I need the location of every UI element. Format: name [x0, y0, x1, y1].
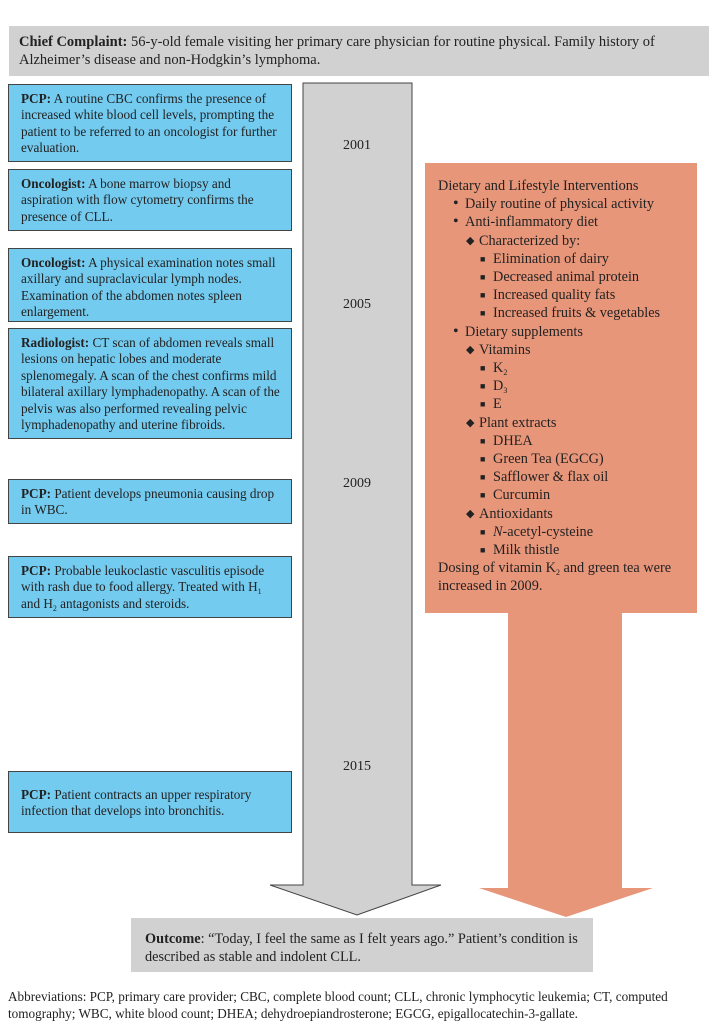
bullet-diamond-icon: ◆ — [466, 343, 475, 356]
year-label: 2001 — [343, 138, 371, 153]
subscript: 2 — [52, 603, 57, 613]
event-box-1 — [8, 84, 292, 162]
outcome-box — [131, 918, 593, 972]
bullet-square-icon: ■ — [480, 490, 486, 501]
event-role: PCP: — [21, 91, 52, 106]
bullet-diamond-icon: ◆ — [466, 507, 475, 520]
list-item: ◆ Vitamins — [466, 341, 531, 358]
bullet-square-icon: ■ — [480, 545, 486, 556]
interventions-title: Dietary and Lifestyle Interventions — [438, 178, 639, 194]
year-label: 2009 — [343, 476, 371, 491]
timeline-arrow — [270, 83, 441, 915]
event-text: Patient develops pneumonia causing drop in WBC. — [21, 486, 275, 518]
bullet-square-icon: ■ — [480, 290, 486, 301]
event-text: A bone marrow biopsy and aspiration with flow cytometry confirms the presence of CLL. — [21, 176, 254, 224]
list-item: ◆ Plant extracts — [466, 414, 557, 431]
bullet-square-icon: ■ — [480, 272, 486, 283]
bullet-square-icon: ■ — [480, 526, 486, 537]
list-item: ■ Curcumin — [480, 487, 551, 504]
event-box-6 — [8, 556, 292, 618]
abbreviations-footnote: Abbreviations: PCP, primary care provider; CBC, complete blood count; CLL, chronic lymphocytic leukemia; CT, computed tomography; WBC, white blood count; DHEA; dehydroepiandrosterone; EGCG, epigallocatechin-3-gallate. — [8, 989, 668, 1021]
subscript: 1 — [257, 587, 262, 597]
bullet-diamond-icon: ◆ — [466, 234, 475, 247]
list-item: ■ Elimination of dairy — [480, 250, 609, 267]
list-item: ■ $K_2$ — [480, 360, 508, 378]
list-item: ■ N-acetyl-cysteine — [480, 523, 594, 540]
event-text: antagonists and steroids. — [56, 595, 190, 611]
bullet-square-icon: ■ — [480, 399, 486, 410]
event-box-5 — [8, 479, 292, 524]
list-item: ■ E — [480, 396, 502, 413]
event-text: Probable leukoclastic vasculitis episode with rash due to food allergy. Treated with H — [21, 563, 265, 595]
bullet-square-icon: ■ — [480, 308, 486, 319]
event-role: Radiologist: — [21, 335, 90, 350]
outcome-label: Outcome — [145, 931, 201, 947]
chief-complaint-text: 56-y-old female visiting her primary care physician for routine physical. Family history of Alzheimer’s disease and non-Hodgkin’s lymphoma. — [19, 34, 655, 68]
interventions-panel — [425, 163, 697, 603]
list-item: ■ $D_3$ — [480, 378, 508, 396]
list-item: ■ Green Tea (EGCG) — [480, 451, 604, 468]
list-item: ■ Increased quality fats — [480, 287, 616, 304]
bullet-square-icon: ■ — [480, 454, 486, 465]
chief-complaint-label: Chief Complaint: — [19, 34, 128, 50]
list-item: ■ Increased fruits & vegetables — [480, 305, 661, 322]
bullet-dot-icon: • — [453, 213, 459, 231]
list-item: • Anti-inflammatory diet — [453, 213, 599, 231]
list-item: ■ Safflower & flax oil — [480, 469, 609, 486]
list-item: ■ Decreased animal protein — [480, 269, 640, 286]
interventions-note: Dosing of vitamin $K_2$ and green tea were increased in 2009. — [438, 560, 672, 595]
bullet-dot-icon: • — [453, 322, 459, 340]
event-role: Oncologist: — [21, 176, 86, 191]
year-label: 2015 — [343, 759, 371, 774]
event-text: Patient contracts an upper respiratory infection that develops into bronchitis. — [21, 787, 252, 819]
event-box-2 — [8, 169, 292, 231]
chief-complaint-box — [9, 26, 709, 76]
event-box-3 — [8, 248, 292, 322]
event-text: and H — [21, 595, 53, 611]
list-item: • Dietary supplements — [453, 322, 583, 340]
bullet-square-icon: ■ — [480, 381, 486, 392]
list-item: • Daily routine of physical activity — [453, 195, 654, 213]
event-role: PCP: — [21, 787, 52, 802]
list-item: ■ Milk thistle — [480, 542, 560, 559]
event-box-7 — [8, 771, 292, 833]
bullet-square-icon: ■ — [480, 363, 486, 374]
bullet-square-icon: ■ — [480, 253, 486, 264]
event-text: A physical examination notes small axillary and supraclavicular lymph nodes. Examination of the abdomen notes spleen enlargement. — [21, 255, 276, 320]
list-item: ◆ Antioxidants — [466, 505, 553, 522]
event-role: PCP: — [21, 563, 52, 578]
list-item: ◆ Characterized by: — [466, 232, 581, 249]
year-label: 2005 — [343, 297, 371, 312]
event-text: A routine CBC confirms the presence of increased white blood cell levels, prompting the patient to be referred to an oncologist for further evaluation. — [21, 91, 277, 156]
outcome-text: : “Today, I feel the same as I felt years ago.” Patient’s condition is described as stable and indolent CLL. — [145, 931, 578, 965]
bullet-diamond-icon: ◆ — [466, 416, 475, 429]
bullet-square-icon: ■ — [480, 472, 486, 483]
bullet-dot-icon: • — [453, 195, 459, 213]
bullet-square-icon: ■ — [480, 435, 486, 446]
list-item: ■ DHEA — [480, 432, 533, 449]
event-text: CT scan of abdomen reveals small lesions on hepatic lobes and moderate splenomegaly. A scan of the chest confirms mild bilateral axillary lymphadenopathy. A scan of the pelvis was also performed revealing pelvic lymphadenopathy and uterine fibroids. — [21, 335, 280, 433]
event-role: Oncologist: — [21, 255, 86, 270]
event-box-4 — [8, 328, 292, 439]
event-role: PCP: — [21, 486, 52, 501]
